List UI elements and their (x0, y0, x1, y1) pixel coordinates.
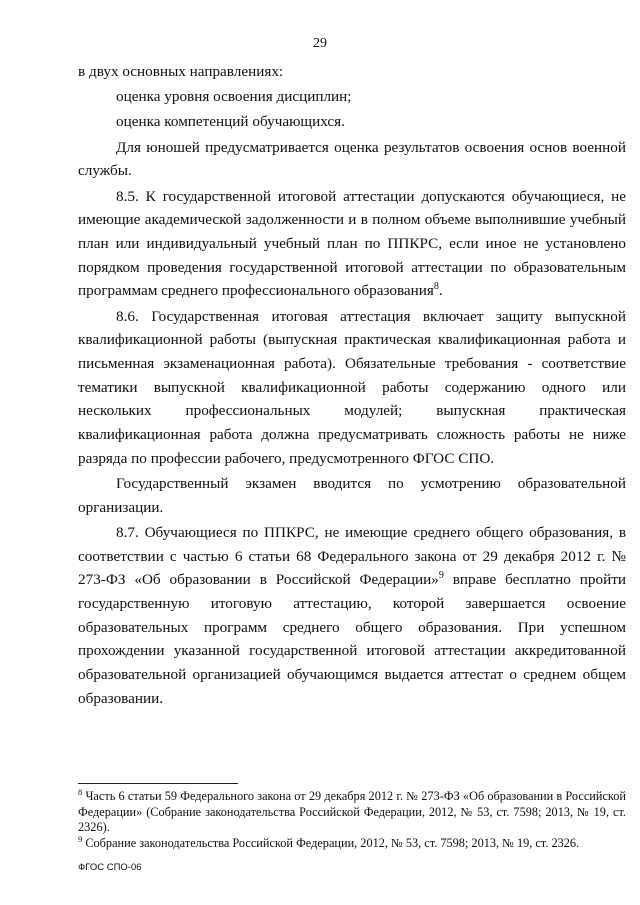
paragraph-intro: в двух основных направлениях: (78, 63, 284, 80)
paragraph-military-service: Для юношей предусматривается оценка результатов освоения основ военной службы. (78, 138, 626, 180)
list-item-disciplines: оценка уровня освоения дисциплин; (116, 88, 352, 106)
paragraph-state-exam: Государственный экзамен вводится по усмотрению образовательной организации. (78, 474, 626, 516)
footnotes (78, 786, 626, 851)
body-text (78, 60, 626, 712)
paragraph-8-6: 8.6. Государственная итоговая аттестация включает защиту выпускной квалификационной работы (выпускная практическая квалификационная работа и письменная экзаменационная работа). Обязательные требования - соответствие тематики выпускной квалификационной работы содержанию одного или нескольких профессиональных модулей; выпускная практическая квалификационная работа должна предусматривать сложность работы не ниже разряда по профессии рабочего, предусмотренного ФГОС СПО. (78, 307, 626, 467)
paragraph-8-7-end: вправе бесплатно пройти государственную итоговую аттестацию, которой завершается освоение образовательных программ среднего общего образования. При успешном прохождении указанной государственной итоговой аттестации аккредитованной образовательной организацией обучающимся выдается аттестат о среднем общем образовании. (78, 571, 626, 707)
footnote-8-mark: 8 (78, 786, 83, 797)
document-code: ФГОС СПО-06 (78, 862, 142, 873)
footnote-ref-9[interactable]: 9 (438, 570, 444, 582)
footnote-9 (78, 833, 626, 852)
paragraph-8-7 (78, 521, 626, 711)
footnote-ref-8[interactable]: 8 (433, 281, 439, 293)
list-item-competencies: оценка компетенций обучающихся. (116, 113, 345, 131)
footnote-9-text: Собрание законодательства Российской Федерации, 2012, № 53, ст. 7598; 2013, № 19, ст. 2326. (82, 835, 580, 850)
paragraph-8-5 (78, 185, 626, 304)
footnote-8 (78, 786, 626, 836)
footnote-9-mark: 9 (78, 833, 83, 844)
paragraph-8-5-end: . (438, 282, 443, 300)
page-number: 29 (313, 36, 327, 51)
footnote-divider (78, 783, 238, 784)
footnote-8-text: Часть 6 статьи 59 Федерального закона от 29 декабря 2012 г. № 273-ФЗ «Об образовании в Российской Федерации» (Собрание законодательства Российской Федерации, 2012, № 53, ст. 7598; 2013, № 19, ст. 2326). (78, 789, 626, 835)
paragraph-8-5-text: 8.5. К государственной итоговой аттестации допускаются обучающиеся, не имеющие академической задолженности и в полном объеме выполнившие учебный план или индивидуальный учебный план по ППКРС, если иное не установлено порядком проведения государственной итоговой аттестации по образовательным программам среднего профессионального образования (78, 187, 626, 300)
paragraph-8-7-text: 8.7. Обучающиеся по ППКРС, не имеющие среднего общего образования, в соответствии с частью 6 статьи 68 Федерального закона от 29 декабря 2012 г. № 273-ФЗ «Об образовании в Российской Федерации» (78, 523, 626, 589)
